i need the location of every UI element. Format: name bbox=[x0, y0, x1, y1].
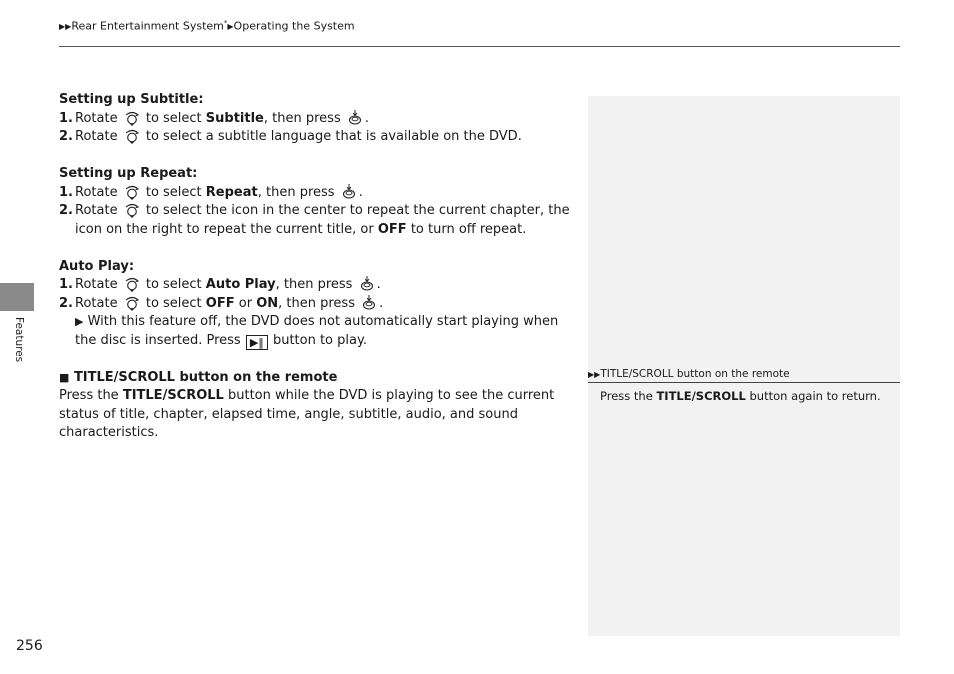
title-scroll-paragraph bbox=[59, 387, 574, 443]
press-knob-icon bbox=[346, 110, 364, 126]
side-tab-marker bbox=[0, 283, 34, 311]
breadcrumb bbox=[59, 19, 355, 33]
step-text: Rotate bbox=[75, 129, 118, 144]
breadcrumb-page: Operating the System bbox=[233, 19, 355, 33]
note-arrow-icon: ▶ bbox=[75, 315, 84, 328]
page-number: 256 bbox=[16, 638, 43, 654]
autoplay-note bbox=[59, 313, 574, 350]
step-text: or bbox=[238, 295, 253, 311]
menu-option-off: OFF bbox=[205, 295, 235, 311]
step-text: , then press bbox=[257, 184, 335, 200]
step-text: to select bbox=[145, 277, 202, 292]
repeat-heading: Setting up Repeat: bbox=[59, 166, 198, 181]
heading-text: TITLE/SCROLL button on the remote bbox=[73, 369, 338, 385]
rotate-knob-icon bbox=[123, 184, 141, 200]
step-text: . bbox=[358, 184, 363, 200]
step-number: 2. bbox=[59, 203, 73, 218]
reference-arrows-icon: ▶▶ bbox=[588, 370, 601, 379]
step-text: to select bbox=[145, 184, 202, 200]
play-pause-button-icon: ▶‖ bbox=[246, 335, 268, 350]
step-text: , then press bbox=[263, 110, 341, 126]
subtitle-step-2 bbox=[59, 128, 574, 147]
step-text: Rotate bbox=[75, 184, 118, 200]
step-number: 2. bbox=[59, 295, 73, 311]
menu-option-auto-play: Auto Play bbox=[205, 277, 276, 292]
sidebar-title-rest: button on the remote bbox=[676, 368, 790, 380]
main-content bbox=[59, 91, 574, 443]
step-text: Rotate bbox=[75, 295, 118, 311]
note-text: With this feature off, the DVD does not automatically start playing when the disc is inserted. Press bbox=[75, 314, 559, 348]
sidebar-note-title bbox=[588, 368, 900, 383]
step-text: , then press bbox=[278, 295, 355, 311]
menu-option-subtitle: Subtitle bbox=[205, 110, 264, 126]
step-number: 2. bbox=[59, 129, 73, 144]
press-knob-icon bbox=[360, 295, 378, 311]
sidebar-title-caps: TITLE/SCROLL bbox=[600, 368, 674, 380]
step-text: to select a subtitle language that is available on the DVD. bbox=[145, 129, 522, 144]
rotate-knob-icon bbox=[123, 128, 141, 144]
step-number: 1. bbox=[59, 277, 73, 292]
header-rule bbox=[59, 46, 900, 47]
title-scroll-heading bbox=[59, 369, 574, 388]
step-text: to select bbox=[145, 295, 202, 311]
spacer bbox=[59, 239, 574, 258]
repeat-step-1 bbox=[59, 184, 574, 203]
note-text: button to play. bbox=[272, 332, 367, 348]
breadcrumb-arrows-icon: ▶▶ bbox=[59, 21, 72, 31]
sidebar-button-name: TITLE/SCROLL bbox=[656, 389, 746, 403]
step-text: Rotate bbox=[75, 203, 118, 218]
step-text: . bbox=[376, 277, 381, 292]
button-name-title-scroll: TITLE/SCROLL bbox=[122, 388, 224, 403]
rotate-knob-icon bbox=[123, 295, 141, 311]
breadcrumb-section: Rear Entertainment System bbox=[71, 19, 224, 33]
spacer bbox=[59, 350, 574, 369]
subtitle-step-1 bbox=[59, 110, 574, 129]
spacer bbox=[59, 147, 574, 166]
press-knob-icon bbox=[358, 276, 376, 292]
sidebar-text: Press the bbox=[600, 389, 653, 403]
rotate-knob-icon bbox=[123, 202, 141, 218]
step-text: , then press bbox=[275, 277, 353, 292]
step-text: . bbox=[364, 110, 369, 126]
rotate-knob-icon bbox=[123, 276, 141, 292]
sidebar-text: button again to return. bbox=[749, 389, 881, 403]
subtitle-heading: Setting up Subtitle: bbox=[59, 92, 204, 107]
repeat-step-2 bbox=[59, 202, 574, 239]
step-text: to turn off repeat. bbox=[410, 221, 527, 237]
autoplay-step-2 bbox=[59, 295, 574, 314]
step-text: Rotate bbox=[75, 277, 118, 292]
step-number: 1. bbox=[59, 110, 73, 126]
sidebar-note-text bbox=[600, 389, 881, 403]
step-text: to select the icon in the center to repeat the current chapter, the icon on the right to repeat the current title, or bbox=[75, 203, 570, 237]
step-number: 1. bbox=[59, 184, 73, 200]
paragraph-text: Press the bbox=[59, 388, 119, 403]
step-text: Rotate bbox=[75, 110, 118, 126]
press-knob-icon bbox=[340, 184, 358, 200]
step-text: . bbox=[379, 295, 384, 311]
breadcrumb-star: * bbox=[223, 19, 228, 27]
breadcrumb-arrow-icon: ▶ bbox=[227, 21, 234, 31]
menu-option-on: ON bbox=[256, 295, 279, 311]
paragraph-text: button while the DVD is playing to see the current status of title, chapter, elapsed time, angle, subtitle, audio, and sound characteristics. bbox=[59, 388, 555, 440]
step-text: to select bbox=[145, 110, 202, 126]
menu-option-repeat: Repeat bbox=[205, 184, 258, 200]
autoplay-heading: Auto Play: bbox=[59, 258, 135, 274]
side-tab-label: Features bbox=[13, 317, 25, 363]
rotate-knob-icon bbox=[123, 110, 141, 126]
menu-option-off: OFF bbox=[377, 221, 407, 237]
section-square-icon: ■ bbox=[59, 370, 70, 384]
autoplay-step-1 bbox=[59, 276, 574, 295]
sidebar-notes bbox=[588, 96, 900, 636]
